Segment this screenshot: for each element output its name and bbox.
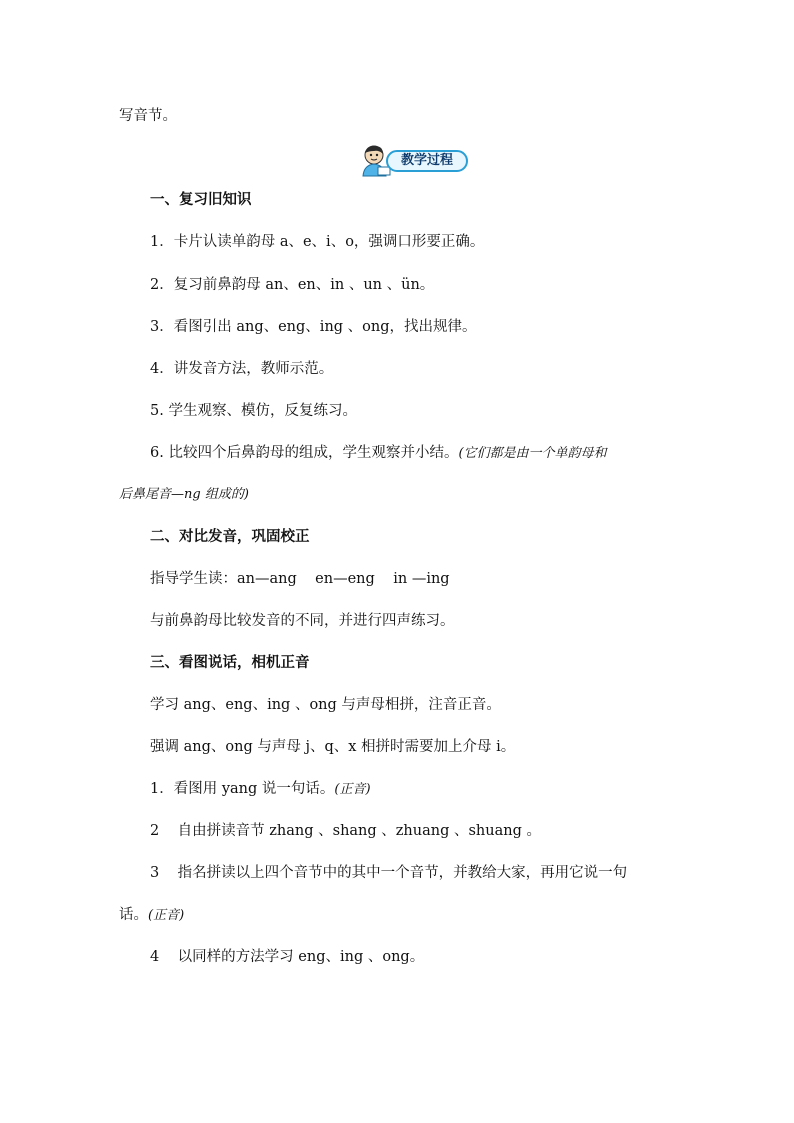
section3-line-1: 学习 ang、eng、ing 、ong 与声母相拼，注音正音。 <box>150 697 501 713</box>
section3-line-2: 强调 ang、ong 与声母 j、q、x 相拼时需要加上介母 i。 <box>150 739 516 755</box>
section1-item-6 <box>150 443 607 464</box>
section-badge-label: 教学过程 <box>400 153 453 168</box>
section1-item-1: 1．卡片认读单韵母 a、e、i、o，强调口形要正确。 <box>150 234 485 250</box>
section2-line-2: 与前鼻韵母比较发音的不同，并进行四声练习。 <box>150 613 455 629</box>
section1-item-6-text: 6. 比较四个后鼻韵母的组成，学生观察并小结。 <box>150 445 459 461</box>
section3-item-3-continued <box>119 905 184 926</box>
section1-item-6-note: (它们都是由一个单韵母和 <box>458 446 607 461</box>
section3-item-3-note: (正音) <box>148 908 185 923</box>
section3-item-4: 4 以同样的方法学习 eng、ing 、ong。 <box>150 949 425 965</box>
section1-item-6-note-continued: 后鼻尾音—ng 组成的) <box>119 487 249 502</box>
section1-item-5: 5. 学生观察、模仿，反复练习。 <box>150 403 357 419</box>
section3-item-1-text: 1．看图用 yang 说一句话。 <box>150 781 335 797</box>
section1-item-4: 4．讲发音方法，教师示范。 <box>150 361 334 377</box>
section1-item-3: 3．看图引出 ang、eng、ing 、ong，找出规律。 <box>150 319 477 335</box>
section3-item-2: 2 自由拼读音节 zhang 、shang 、zhuang 、shuang 。 <box>150 823 541 839</box>
section2-title: 二、对比发音，巩固校正 <box>150 528 310 545</box>
section3-title: 三、看图说话，相机正音 <box>150 654 310 671</box>
section-badge-frame <box>386 150 468 172</box>
section3-item-3: 3 指名拼读以上四个音节中的其中一个音节，并教给大家，再用它说一句 <box>150 865 628 881</box>
section3-item-1-note: (正音) <box>334 782 371 797</box>
section1-title: 一、复习旧知识 <box>150 191 252 208</box>
section2-line-1: 指导学生读：an—ang en—eng in —ing <box>150 571 450 587</box>
section-badge <box>358 143 470 177</box>
section3-item-3-cont-text: 话。 <box>119 907 148 923</box>
intro-text: 写音节。 <box>119 108 177 124</box>
section1-item-2: 2．复习前鼻韵母 an、en、in 、un 、ün。 <box>150 277 435 293</box>
section3-item-1 <box>150 779 371 800</box>
